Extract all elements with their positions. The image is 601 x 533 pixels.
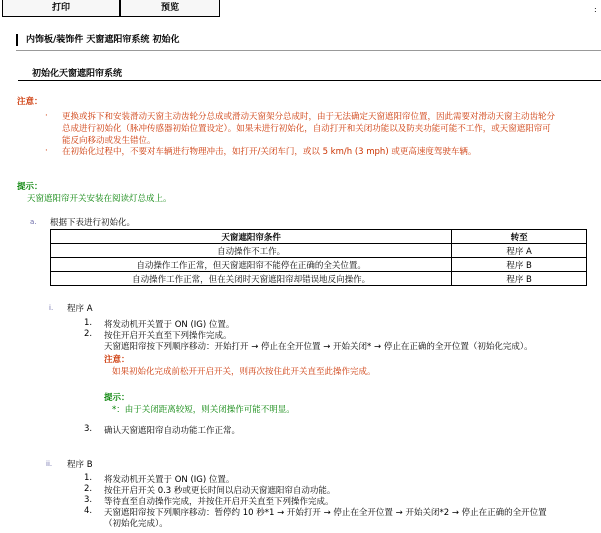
notice-item-2: 在初始化过程中，不要对车辆进行物理冲击，如打开/关闭车门，或以 5 km/h (3 mph) 或更高速度驾驶车辆。 (62, 147, 477, 157)
proc-a-note-text: 如果初始化完成前松开开启开关，则再次按住此开关直至此操作完成。 (112, 367, 376, 377)
scroll-edge-mark: : (594, 5, 597, 14)
condition-table (50, 229, 587, 286)
proc-a-step-num: 3. (84, 424, 93, 434)
table-cell: 自动操作不工作。 (51, 244, 452, 258)
hint-label: 提示： (17, 182, 43, 192)
proc-b-step-text: 等待直至自动操作完成，并按住开启开关直至下列操作完成。 (104, 497, 334, 507)
proc-a-hint-label: 提示： (104, 393, 130, 403)
table-cell: 自动操作工作正常，但天窗遮阳帘不能停在正确的全关位置。 (51, 258, 452, 272)
proc-b-step-num: 4. (84, 506, 93, 516)
section-title: 初始化天窗遮阳帘系统 (32, 69, 123, 79)
proc-a-step-num: 1. (84, 318, 93, 328)
proc-b-step-4-cont: （初始化完成）。 (104, 519, 168, 529)
table-row (51, 258, 587, 272)
proc-a-note-label: 注意： (104, 355, 130, 365)
notice-label: 注意： (17, 97, 43, 107)
step-a-text: 根据下表进行初始化。 (50, 218, 136, 228)
notice-item-1-line-2: 总成进行初始化（脉冲传感器初始位置设定）。如果未进行初始化，自动打开和关闭功能以及防夹功能可能不工作，或天窗遮阳帘可 (62, 124, 551, 134)
proc-a-title: 程序 A (67, 304, 93, 314)
proc-a-hint-text: *：由于关闭距离较短，则关闭操作可能不明显。 (112, 405, 295, 415)
table-row (51, 272, 587, 286)
proc-b-step-num: 3. (84, 495, 93, 505)
proc-b-step-num: 1. (84, 473, 93, 483)
breadcrumb: 内饰板/装饰件 天窗遮阳帘系统 初始化 (16, 34, 180, 46)
table-header-row (51, 230, 587, 244)
proc-a-movement: 天窗遮阳帘按下列顺序移动：开始打开 → 停止在全开位置 → 开始关闭* → 停止在正确的全开位置（初始化完成）。 (104, 342, 533, 352)
proc-b-step-num: 2. (84, 484, 93, 494)
table-cell: 程序 B (452, 258, 587, 272)
proc-b-step-text: 按住开启开关 0.3 秒或更长时间以启动天窗遮阳帘自动功能。 (104, 486, 336, 496)
proc-b-title: 程序 B (67, 460, 93, 470)
table-cell: 程序 A (452, 244, 587, 258)
proc-b-step-text: 将发动机开关置于 ON (IG) 位置。 (104, 475, 235, 485)
print-button[interactable]: 打印 (2, 0, 120, 17)
table-row (51, 244, 587, 258)
notice-bullet: · (45, 146, 48, 156)
notice-item-1-line-1: 更换或拆下和安装滑动天窗主动齿轮分总成或滑动天窗架分总成时，由于无法确定天窗遮阳帘位置，因此需要对滑动天窗主动齿轮分 (62, 112, 556, 122)
preview-button[interactable]: 预览 (120, 0, 220, 17)
proc-a-step-num: 2. (84, 329, 93, 339)
breadcrumb-divider (16, 50, 601, 51)
proc-b-marker: ii. (46, 460, 53, 468)
table-cell: 自动操作工作正常，但在关闭时天窗遮阳帘却错误地反向操作。 (51, 272, 452, 286)
table-header-cell: 天窗遮阳帘条件 (51, 230, 452, 244)
proc-a-step-text: 确认天窗遮阳帘自动功能工作正常。 (104, 426, 241, 436)
notice-item-1-line-3: 能反向移动或发生错位。 (62, 136, 156, 146)
table-header-cell: 转至 (452, 230, 587, 244)
step-a-marker: a. (30, 218, 37, 226)
notice-bullet: · (45, 111, 48, 121)
proc-a-marker: i. (49, 304, 54, 312)
proc-a-step-text: 将发动机开关置于 ON (IG) 位置。 (104, 320, 235, 330)
hint-text: 天窗遮阳帘开关安装在阅读灯总成上。 (27, 194, 172, 204)
proc-a-step-text: 按住开启开关直至下列操作完成。 (104, 331, 232, 341)
section-title-underline (18, 80, 601, 81)
proc-b-step-text: 天窗遮阳帘按下列顺序移动：暂停约 10 秒*1 → 开始打开 → 停止在全开位置 → 开始关闭*2 → 停止在正确的全开位置 (104, 508, 547, 518)
table-cell: 程序 B (452, 272, 587, 286)
